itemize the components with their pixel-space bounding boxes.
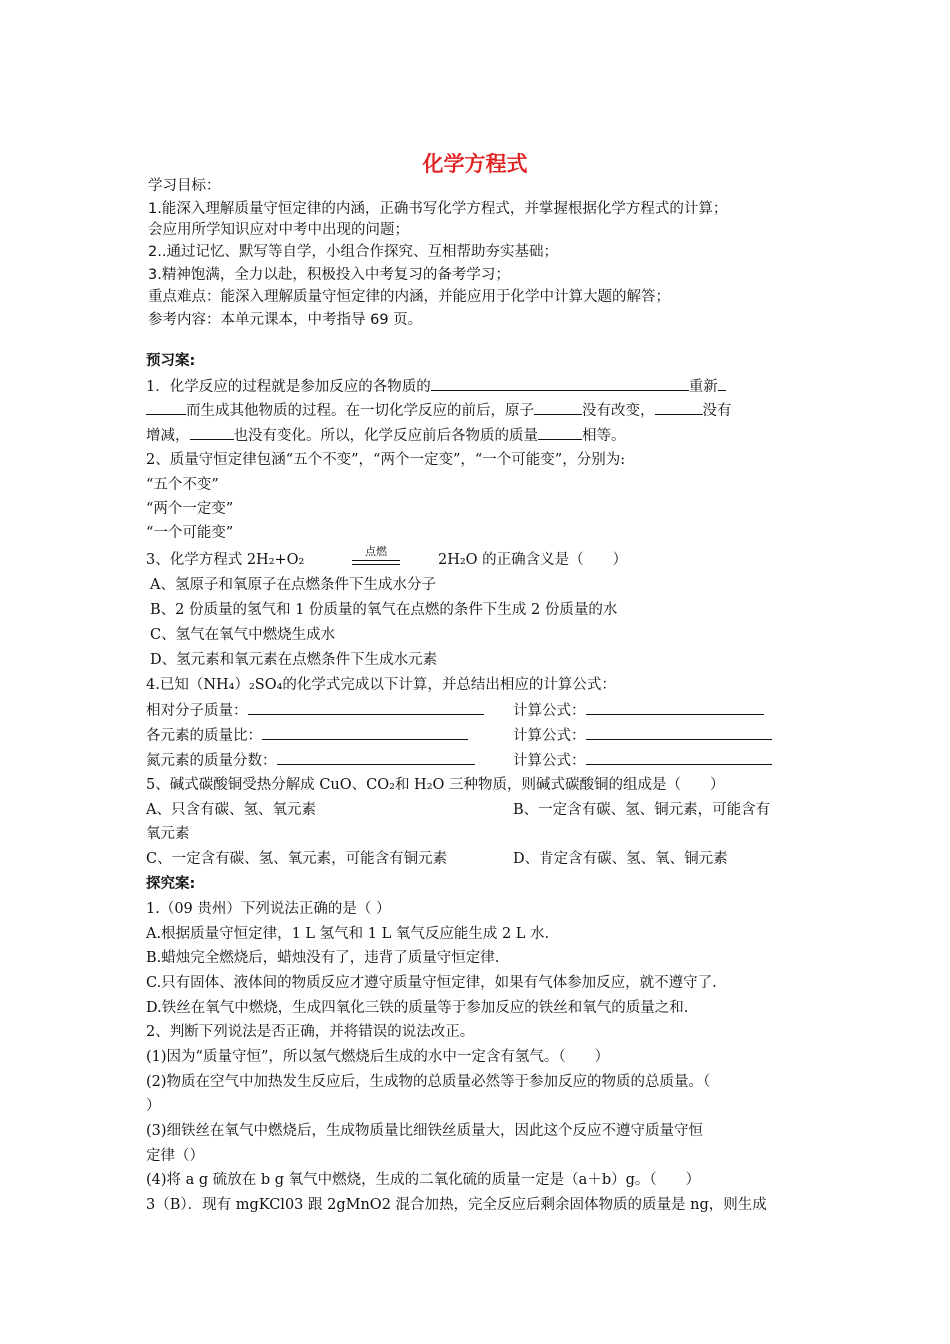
formula-label: 计算公式： xyxy=(513,728,586,744)
q1-text-f: 增减， xyxy=(146,428,190,444)
answer-blank[interactable] xyxy=(538,425,582,440)
explore-q1-option-b: B.蜡烛完全燃烧后，蜡烛没有了，违背了质量守恒定律. xyxy=(146,950,500,966)
question-3-option-d: D、氢元素和氧元素在点燃条件下生成水元素 xyxy=(150,652,438,668)
answer-blank[interactable] xyxy=(534,400,582,415)
question-4: 4.已知（NH₄）₂SO₄的化学式完成以下计算，并总结出相应的计算公式： xyxy=(146,677,616,693)
question-1-line-2 xyxy=(146,400,732,421)
q4-formula-1 xyxy=(513,700,764,721)
q1-text-d: 没有改变， xyxy=(582,403,655,419)
reaction-condition-arrow xyxy=(352,546,400,565)
q1-text-b: 重新 xyxy=(688,379,718,395)
explore-q1-option-d: D.铁丝在氧气中燃烧，生成四氧化三铁的质量等于参加反应的铁丝和氧气的质量之和. xyxy=(146,1000,689,1016)
q1-text-h: 相等。 xyxy=(582,428,626,444)
question-2-two-changed: “两个一定变” xyxy=(146,501,234,517)
q4-formula-3 xyxy=(513,750,772,771)
explore-q2-item-3-cont: 定律（） xyxy=(146,1148,204,1164)
question-5-option-a: A、只含有碳、氢、氧元素 xyxy=(146,802,316,818)
preview-heading: 预习案: xyxy=(146,353,196,369)
question-3-option-a: A、氢原子和氧原子在点燃条件下生成水分子 xyxy=(150,577,436,593)
answer-blank[interactable] xyxy=(277,750,475,765)
explore-heading: 探究案: xyxy=(146,876,196,892)
reaction-condition: 点燃 xyxy=(365,545,387,558)
question-3-tail: 2H₂O 的正确含义是（ ） xyxy=(438,552,628,568)
q4-row-3 xyxy=(146,750,475,771)
objective-2: 2..通过记忆、默写等自学，小组合作探究、互相帮助夯实基础； xyxy=(148,244,558,260)
question-1-line-3 xyxy=(146,425,626,446)
question-5-option-b: B、一定含有碳、氢、铜元素，可能含有 xyxy=(513,802,771,818)
question-3-option-b: B、2 份质量的氢气和 1 份质量的氧气在点燃的条件下生成 2 份质量的水 xyxy=(150,602,618,618)
explore-question-1: 1.（09 贵州）下列说法正确的是（ ） xyxy=(146,901,391,917)
question-5: 5、碱式碳酸铜受热分解成 CuO、CO₂和 H₂O 三种物质，则碱式碳酸铜的组成是（ ） xyxy=(146,777,725,793)
q1-text-c: 而生成其他物质的过程。在一切化学反应的前后，原子 xyxy=(186,403,534,419)
formula-label: 计算公式： xyxy=(513,753,586,769)
question-2-five-unchanged: “五个不变” xyxy=(146,477,219,493)
explore-q2-item-2-cont: ） xyxy=(146,1098,161,1114)
answer-blank[interactable] xyxy=(146,400,186,415)
answer-blank[interactable] xyxy=(248,700,484,715)
explore-q2-item-3: (3)细铁丝在氧气中燃烧后，生成物质量比细铁丝质量大，因此这个反应不遵守质量守恒 xyxy=(146,1123,704,1139)
answer-blank[interactable] xyxy=(586,750,772,765)
objectives-heading: 学习目标： xyxy=(148,178,221,194)
q4-label-1: 相对分子质量： xyxy=(146,703,248,719)
answer-blank[interactable] xyxy=(190,425,234,440)
question-5-option-b-cont: 氧元素 xyxy=(146,826,190,842)
q4-row-2 xyxy=(146,725,468,746)
question-5-option-d: D、肯定含有碳、氢、氧、铜元素 xyxy=(513,851,728,867)
document-title: 化学方程式 xyxy=(422,152,528,176)
answer-blank[interactable] xyxy=(431,376,689,391)
answer-blank[interactable] xyxy=(718,376,726,391)
explore-q2-item-4: (4)将 a g 硫放在 b g 氧气中燃烧，生成的二氧化硫的质量一定是（a＋b）g。（ ） xyxy=(146,1172,701,1188)
q4-row-1 xyxy=(146,700,484,721)
objective-1a: 1.能深入理解质量守恒定律的内涵，正确书写化学方程式，并掌握根据化学方程式的计算； xyxy=(148,201,728,217)
answer-blank[interactable] xyxy=(262,725,468,740)
explore-q1-option-a: A.根据质量守恒定律，1 L 氢气和 1 L 氧气反应能生成 2 L 水. xyxy=(146,926,550,942)
key-difficulty: 重点难点：能深入理解质量守恒定律的内涵，并能应用于化学中计算大题的解答； xyxy=(148,289,670,305)
explore-question-2: 2、判断下列说法是否正确，并将错误的说法改正。 xyxy=(146,1024,475,1040)
explore-q1-option-c: C.只有固体、液体间的物质反应才遵守质量守恒定律，如果有气体参加反应，就不遵守了. xyxy=(146,975,717,991)
explore-q2-item-1: (1)因为“质量守恒”，所以氢气燃烧后生成的水中一定含有氢气。（ ） xyxy=(146,1049,610,1065)
q1-text-e: 没有 xyxy=(702,403,732,419)
question-3-option-c: C、氢气在氧气中燃烧生成水 xyxy=(150,627,336,643)
question-3-lead: 3、化学方程式 2H₂+O₂ xyxy=(146,552,305,568)
question-2-one-possible: “一个可能变” xyxy=(146,525,234,541)
q4-label-3: 氮元素的质量分数： xyxy=(146,753,277,769)
q1-text-a: 1．化学反应的过程就是参加反应的各物质的 xyxy=(146,379,431,395)
reference-content: 参考内容：本单元课本，中考指导 69 页。 xyxy=(148,312,423,328)
answer-blank[interactable] xyxy=(655,400,703,415)
q4-formula-2 xyxy=(513,725,772,746)
q4-label-2: 各元素的质量比： xyxy=(146,728,262,744)
explore-question-3: 3（B）．现有 mgKCl03 跟 2gMnO2 混合加热，完全反应后剩余固体物质的质量是 ng，则生成 xyxy=(146,1197,767,1213)
question-5-option-c: C、一定含有碳、氢、氧元素，可能含有铜元素 xyxy=(146,851,448,867)
answer-blank[interactable] xyxy=(586,725,772,740)
formula-label: 计算公式： xyxy=(513,703,586,719)
answer-blank[interactable] xyxy=(586,700,764,715)
question-1-line-1 xyxy=(146,376,726,397)
objective-3: 3.精神饱满，全力以赴，积极投入中考复习的备考学习； xyxy=(148,267,510,283)
question-2: 2、质量守恒定律包涵“五个不变”，“两个一定变”，“一个可能变”，分别为: xyxy=(146,452,626,468)
objective-1b: 会应用所学知识应对中考中出现的问题； xyxy=(148,222,409,238)
q1-text-g: 也没有变化。所以，化学反应前后各物质的质量 xyxy=(233,428,538,444)
explore-q2-item-2: (2)物质在空气中加热发生反应后，生成物的总质量必然等于参加反应的物质的总质量。（ xyxy=(146,1074,711,1090)
